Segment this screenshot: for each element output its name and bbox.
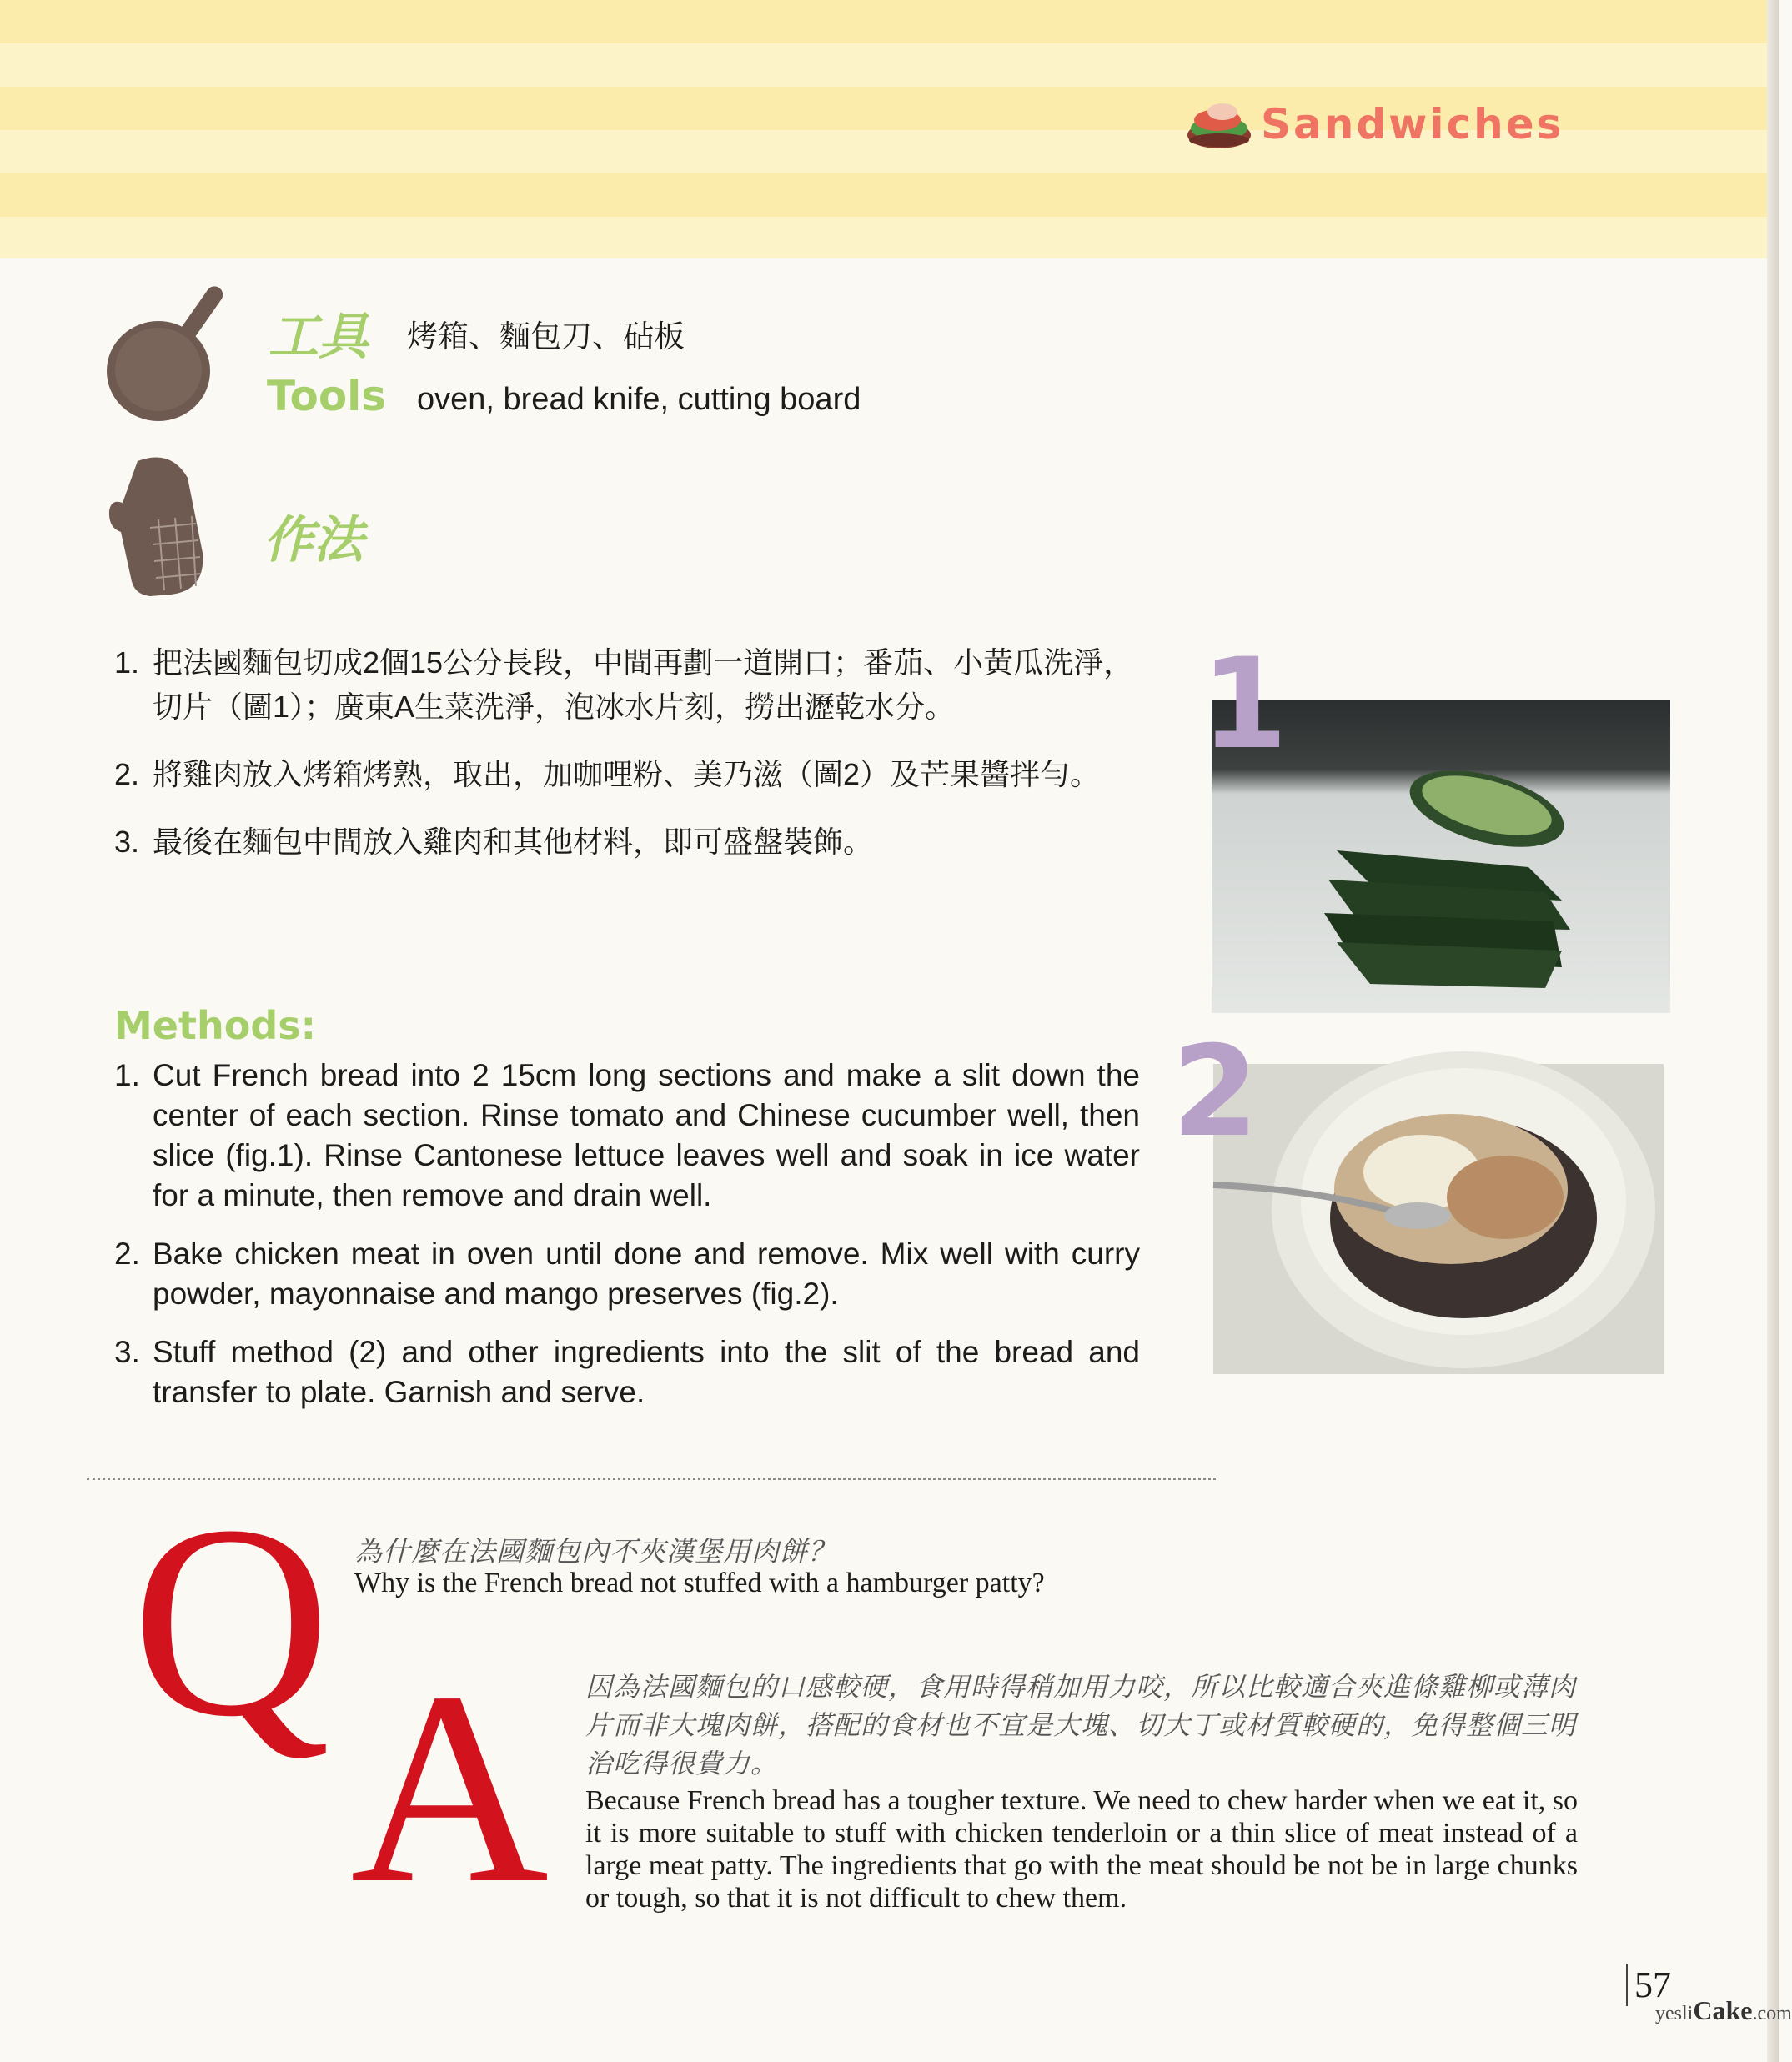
list-item: 2. Bake chicken meat in oven until done and remove. Mix well with curry powder, mayonnaise and mango preserves (fig.2). xyxy=(114,1237,1140,1311)
sandwich-icon xyxy=(1184,93,1254,155)
a-letter: A xyxy=(350,1636,550,1940)
chicken-bowl-photo xyxy=(1213,1064,1664,1374)
question-cn: 為什麼在法國麵包內不夾漢堡用肉餅？ xyxy=(354,1536,836,1567)
page-edge xyxy=(1767,0,1779,2062)
tools-heading-en: Tools xyxy=(267,372,387,420)
page-number: 57 xyxy=(1626,1964,1671,2006)
frying-pan-icon xyxy=(98,275,240,425)
watermark: yesliCake.com xyxy=(1655,1995,1792,2025)
section-title: Sandwiches xyxy=(1261,100,1564,148)
tools-list-cn: 烤箱、麵包刀、砧板 xyxy=(407,319,685,354)
tools-list-en: oven, bread knife, cutting board xyxy=(417,382,861,417)
list-item: 1. Cut French bread into 2 15cm long sections and make a slit down the center of each section. Rinse tomato and Chinese cucumber well, then slice (fig.1). Rinse Cantonese lettuce leaves well and soak in ice water for a minute, then remove and drain well. xyxy=(114,1058,1140,1212)
list-item: 2. 將雞肉放入烤箱烤熟，取出，加咖哩粉、美乃滋（圖2）及芒果醬拌勻。 xyxy=(114,757,1101,791)
q-letter: Q xyxy=(132,1469,331,1774)
answer-en: Because French bread has a tougher texture. We need to chew harder when we eat it, so it is more suitable to stuff with chicken tenderloin or a thin slice of meat instead of a large meat patty. The ingredients that go with the meat should be not be in large chunks or tough, so that it is not difficult to chew them. xyxy=(585,1785,1578,1914)
methods-heading-en: Methods: xyxy=(114,1003,317,1048)
oven-mitt-icon xyxy=(104,453,221,603)
list-item: 1. 把法國麵包切成2個15公分長段，中間再劃一道開口；番茄、小黃瓜洗淨，切片（圖1）；廣東A生菜洗淨，泡冰水片刻，撈出瀝乾水分。 xyxy=(114,645,1134,724)
chicken-bowl-illustration xyxy=(1213,1064,1664,1374)
method-steps-cn xyxy=(114,640,1140,887)
list-item: 3. 最後在麵包中間放入雞肉和其他材料，即可盛盤裝飾。 xyxy=(114,825,874,859)
tools-heading-cn: 工具 xyxy=(269,308,369,366)
method-steps-en xyxy=(114,1056,1140,1431)
method-heading-cn: 作法 xyxy=(264,511,364,569)
list-item: 3. Stuff method (2) and other ingredients into the slit of the bread and transfer to plate. Garnish and serve. xyxy=(114,1335,1140,1409)
answer-cn: 因為法國麵包的口感較硬，食用時得稍加用力咬，所以比較適合夾進條雞柳或薄肉片而非大塊肉餅，搭配的食材也不宜是大塊、切大丁或材質較硬的，免得整個三明治吃得很費力。 xyxy=(585,1672,1577,1779)
figure-1-number: 1 xyxy=(1201,632,1288,777)
figure-2-number: 2 xyxy=(1172,1020,1259,1165)
question-en: Why is the French bread not stuffed with a hamburger patty? xyxy=(354,1568,1045,1598)
